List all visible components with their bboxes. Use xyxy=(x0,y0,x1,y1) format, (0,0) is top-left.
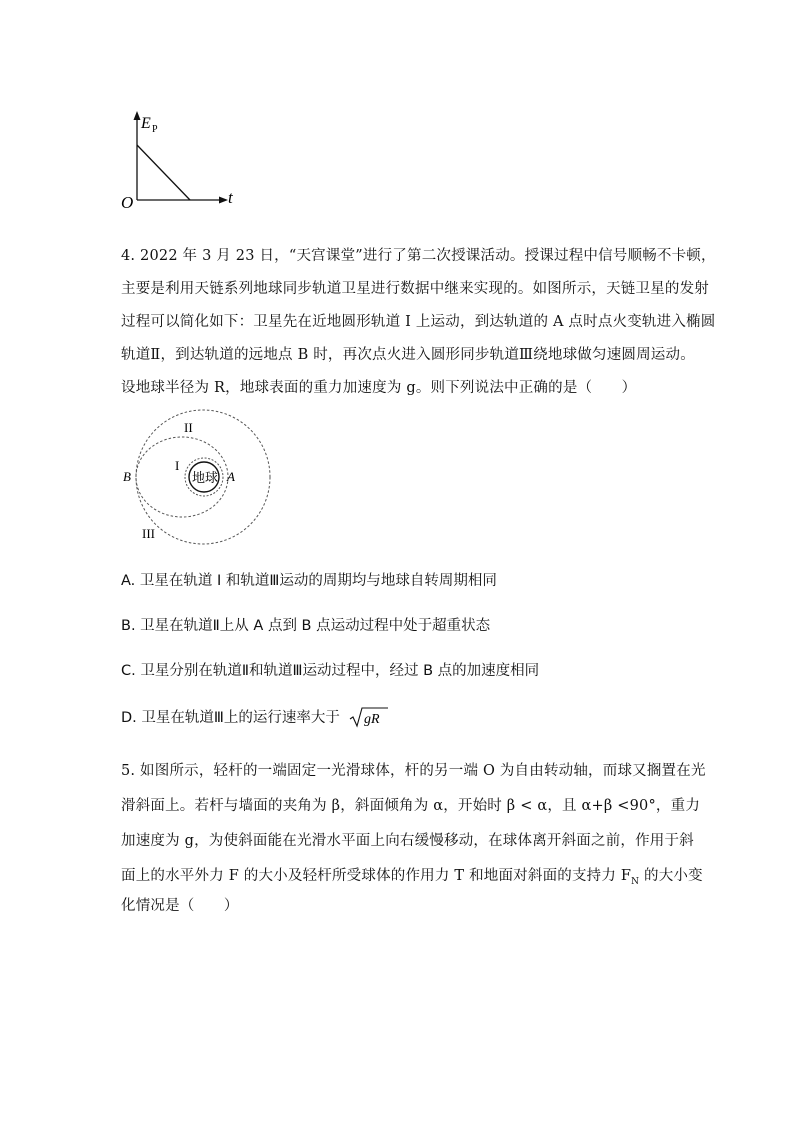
ep-line xyxy=(137,145,190,200)
orbit-3-label: III xyxy=(142,526,155,541)
orbit-1-label: I xyxy=(175,458,180,473)
q5-line-4-text: 面上的水平外力 F 的大小及轻杆所受球体的作用力 T 和地面对斜面的支持力 F xyxy=(121,868,632,884)
q4-line-5: 设地球半径为 R，地球表面的重力加速度为 g。则下列说法中正确的是（ ） xyxy=(121,380,637,396)
y-axis-arrow xyxy=(134,111,141,120)
origin-label: O xyxy=(121,193,134,212)
q5-line-3: 加速度为 g，为使斜面能在光滑水平面上向右缓慢移动，在球体离开斜面之前，作用于斜 xyxy=(121,833,694,849)
q4-line-2: 主要是利用天链系列地球同步轨道卫星进行数据中继来实现的。如图所示，天链卫星的发射 xyxy=(121,281,709,297)
svg-text:gR: gR xyxy=(363,712,380,727)
q4-line-4: 轨道Ⅱ，到达轨道的远地点 B 时，再次点火进入圆形同步轨道Ⅲ绕地球做匀速圆周运动。 xyxy=(121,347,695,363)
orbit-diagram xyxy=(118,402,278,547)
option-a[interactable]: A. 卫星在轨道 I 和轨道Ⅲ运动的周期均与地球自转周期相同 xyxy=(121,573,497,589)
q5-line-4 xyxy=(121,864,703,887)
option-d[interactable] xyxy=(121,706,389,728)
q4-line-1: 4. 2022 年 3 月 23 日，“天宫课堂”进行了第二次授课活动。授课过程中信号顺畅不卡顿， xyxy=(121,248,716,264)
q5-line-4-tail: 的大小变 xyxy=(644,868,703,884)
ep-t-graph xyxy=(110,105,260,215)
q5-line-1: 5. 如图所示，轻杆的一端固定一光滑球体，杆的另一端 O 为自由转动轴，而球又搁置在光 xyxy=(121,763,706,779)
fn-subscript: N xyxy=(631,876,640,887)
q4-line-3: 过程可以简化如下：卫星先在近地圆形轨道 I 上运动，到达轨道的 A 点时点火变轨进入椭圆 xyxy=(121,314,716,330)
earth-label: 地球 xyxy=(192,470,219,485)
option-b[interactable]: B. 卫星在轨道Ⅱ上从 A 点到 B 点运动过程中处于超重状态 xyxy=(121,618,491,634)
orbit-2-label: II xyxy=(184,420,193,435)
point-b-label: B xyxy=(123,469,131,484)
q5-line-2: 滑斜面上。若杆与墙面的夹角为 β，斜面倾角为 α，开始时 β < α，且 α+β <90°，重力 xyxy=(121,798,701,814)
sqrt-expression xyxy=(349,706,389,728)
y-axis-subscript: P xyxy=(152,124,158,135)
x-axis-arrow xyxy=(219,197,228,204)
y-axis-label: E xyxy=(141,115,151,132)
option-d-text: D. 卫星在轨道Ⅲ上的运行速率大于 xyxy=(121,710,340,726)
option-c[interactable]: C. 卫星分别在轨道Ⅱ和轨道Ⅲ运动过程中，经过 B 点的加速度相同 xyxy=(121,663,540,679)
q5-line-5: 化情况是（ ） xyxy=(121,898,239,914)
x-axis-label: t xyxy=(228,188,233,207)
point-a-label: A xyxy=(227,469,235,484)
